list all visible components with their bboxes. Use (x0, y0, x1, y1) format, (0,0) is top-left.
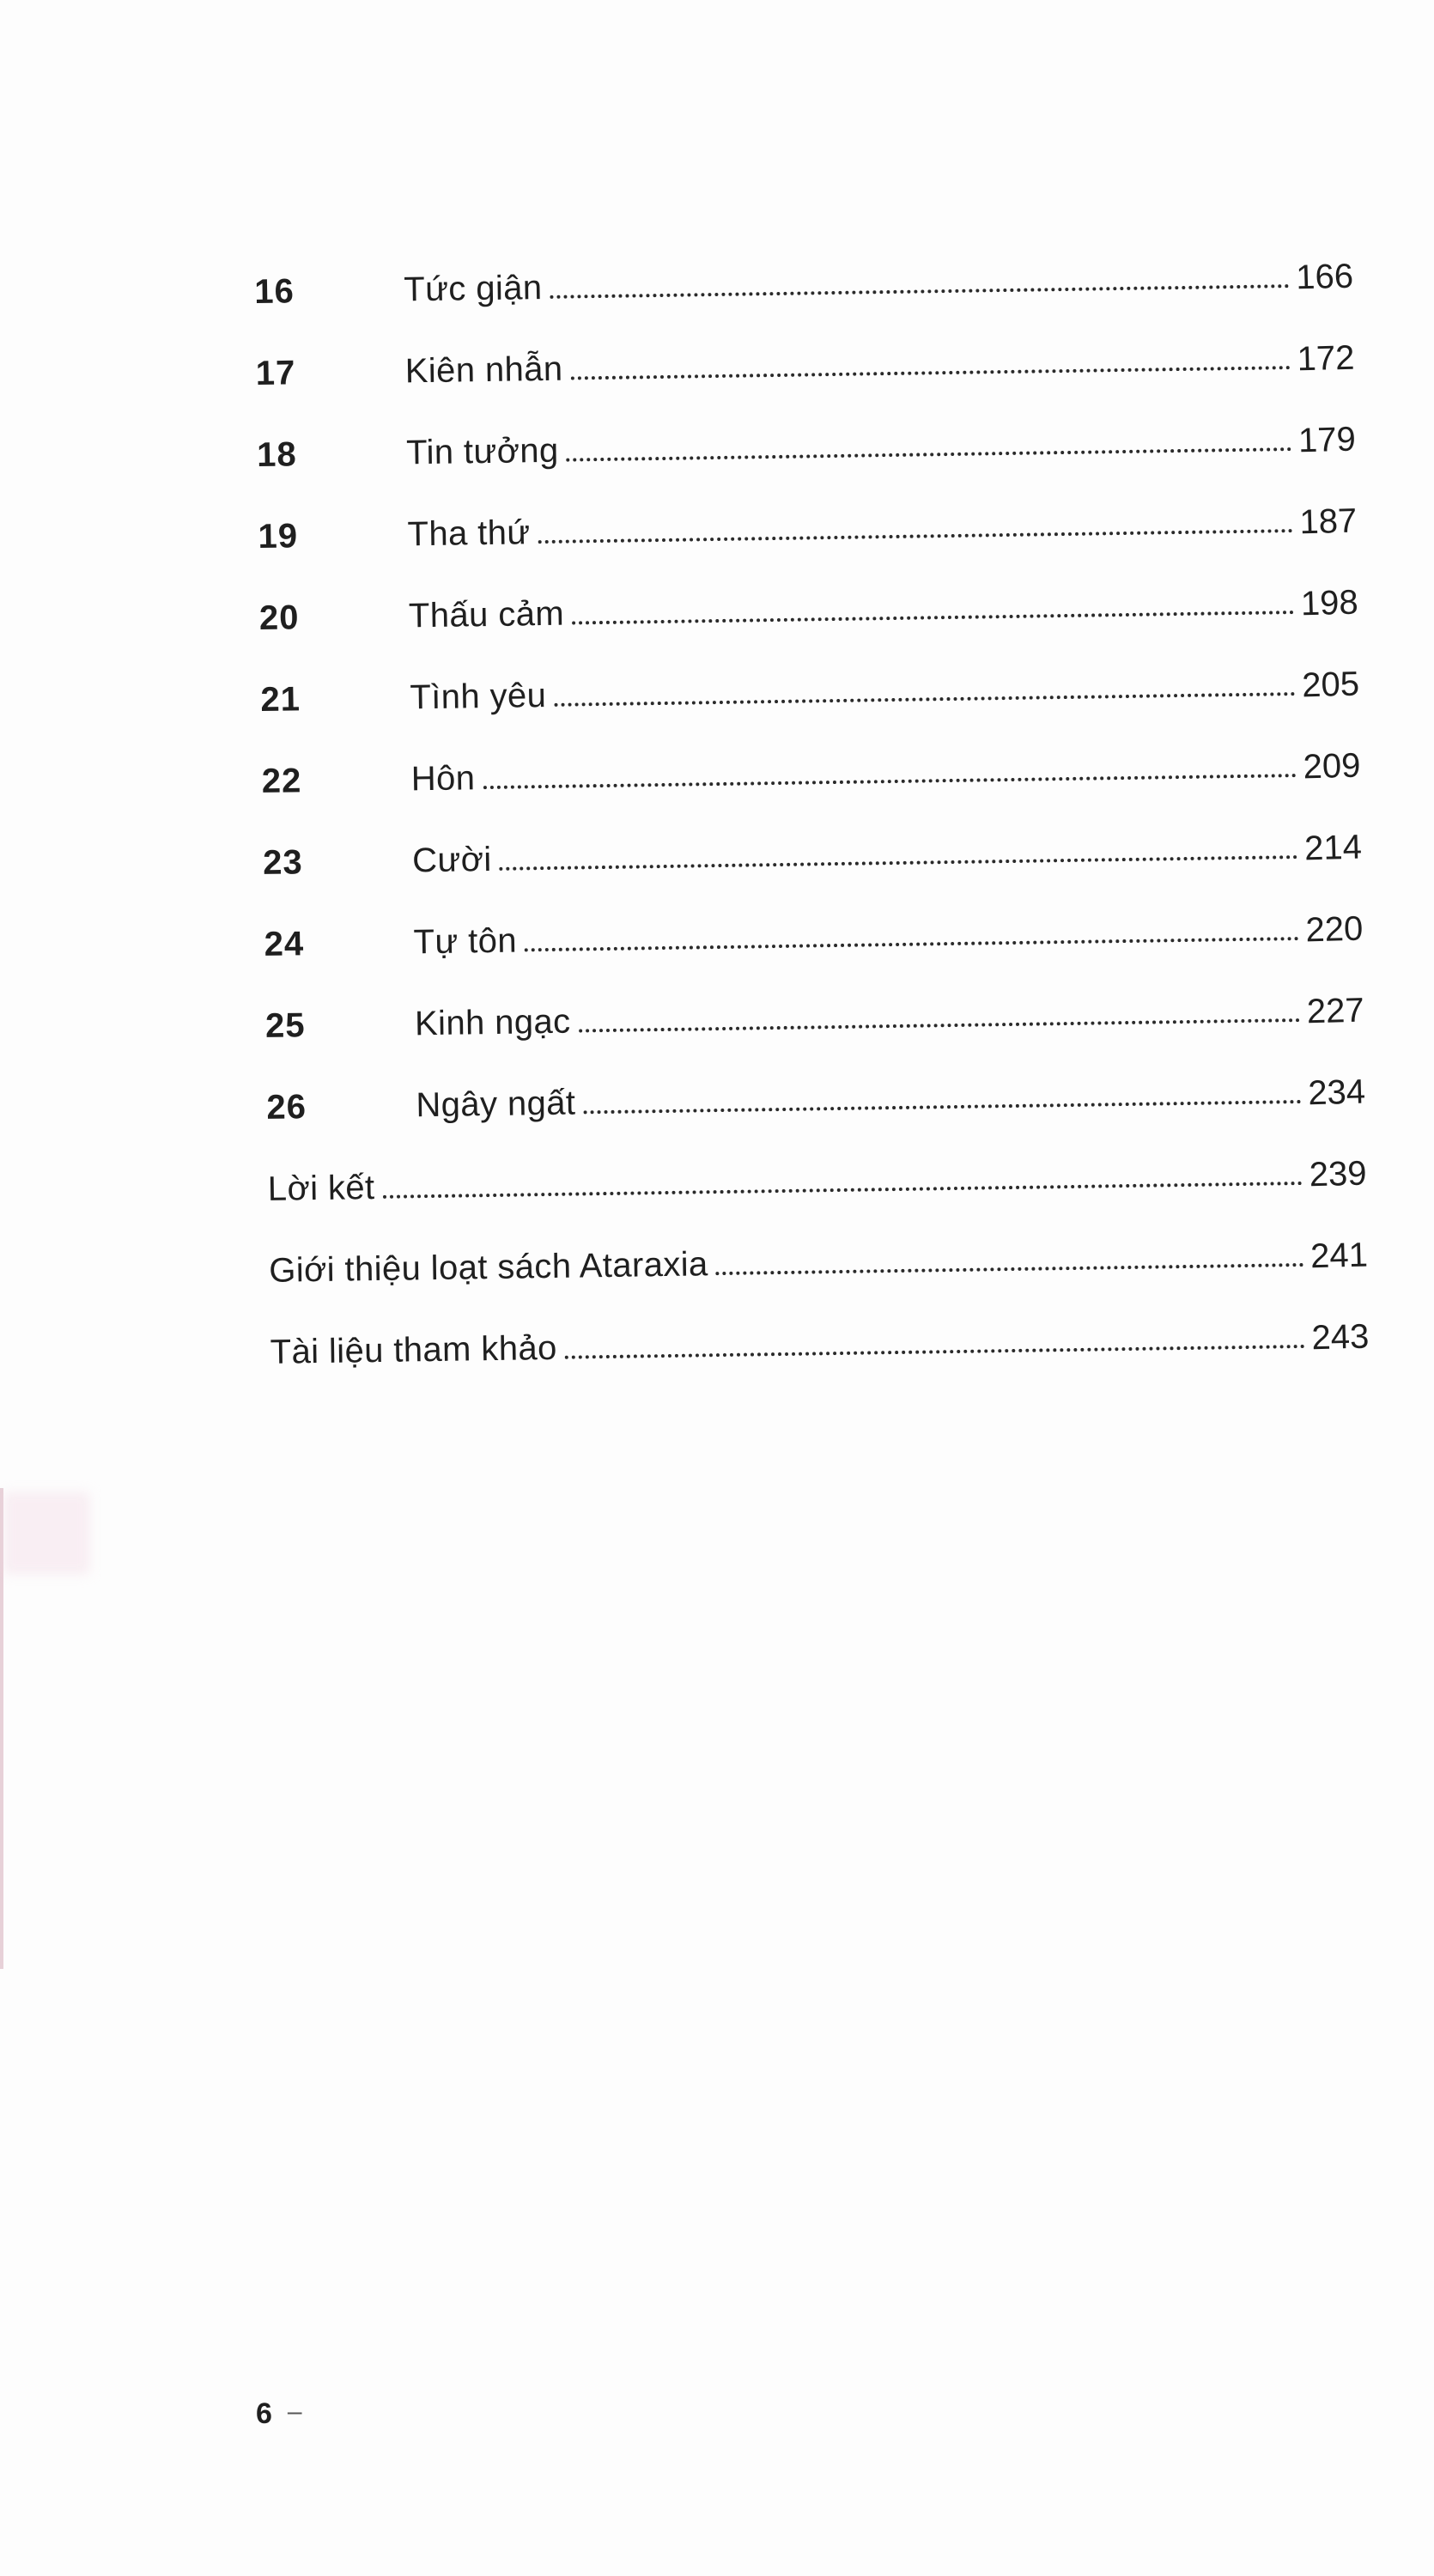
section-page-ref: 239 (1309, 1154, 1368, 1194)
chapter-number: 18 (256, 435, 297, 474)
dot-leader (583, 1100, 1301, 1114)
toc-row (266, 1071, 1366, 1128)
chapter-title: Tự tôn (413, 921, 518, 962)
dot-leader (550, 284, 1290, 299)
chapter-number: 22 (261, 762, 302, 800)
dot-leader (716, 1263, 1304, 1275)
chapter-number: 23 (262, 843, 304, 882)
chapter-title: Tha thứ (407, 513, 531, 554)
section-title: Giới thiệu loạt sách Ataraxia (268, 1245, 708, 1290)
chapter-page-ref: 179 (1297, 420, 1357, 460)
dot-leader (483, 774, 1297, 789)
page-footer (256, 2396, 302, 2432)
section-page-ref: 243 (1311, 1317, 1370, 1358)
dot-leader (554, 692, 1295, 707)
chapter-title: Tức giận (404, 269, 543, 309)
chapter-number: 25 (264, 1006, 306, 1045)
chapter-page-ref: 198 (1300, 583, 1359, 623)
toc-row-references (270, 1315, 1370, 1373)
chapter-title: Tin tưởng (405, 431, 559, 472)
chapter-title: Kiên nhẫn (404, 349, 563, 391)
toc-row (265, 989, 1365, 1047)
chapter-page-ref: 214 (1303, 828, 1363, 868)
dot-leader (538, 529, 1293, 544)
chapter-title: Tình yêu (410, 677, 547, 717)
toc-row (260, 663, 1360, 720)
section-title: Tài liệu tham khảo (270, 1328, 558, 1371)
chapter-page-ref: 220 (1305, 909, 1364, 950)
chapter-title: Ngây ngất (416, 1084, 576, 1125)
toc-row (254, 255, 1354, 313)
dot-leader (525, 937, 1299, 951)
chapter-number: 26 (266, 1088, 307, 1127)
chapter-page-ref: 166 (1295, 257, 1354, 297)
chapter-number: 16 (254, 272, 295, 311)
toc-row (264, 908, 1364, 965)
toc-row (261, 744, 1361, 802)
toc-row-series-intro (269, 1234, 1369, 1291)
chapter-number: 17 (255, 354, 296, 392)
chapter-page-ref: 227 (1306, 991, 1365, 1031)
toc-row (259, 581, 1359, 639)
chapter-page-ref: 234 (1307, 1072, 1366, 1113)
toc-row-epilogue (268, 1152, 1368, 1210)
chapter-title: Cười (411, 840, 492, 880)
scan-smudge-artifact (3, 1492, 89, 1574)
dot-leader (571, 366, 1291, 380)
chapter-page-ref: 209 (1303, 746, 1362, 787)
toc-row (258, 500, 1358, 557)
chapter-number: 20 (258, 598, 300, 637)
dot-leader (500, 855, 1298, 871)
table-of-contents (254, 255, 1370, 1413)
dot-leader (579, 1018, 1301, 1032)
toc-row (257, 418, 1357, 476)
dot-leader (565, 1345, 1305, 1359)
dot-leader (383, 1182, 1303, 1199)
chapter-title: Hôn (410, 759, 476, 799)
chapter-page-ref: 187 (1299, 501, 1358, 542)
section-title: Lời kết (267, 1169, 375, 1208)
chapter-page-ref: 205 (1301, 665, 1360, 705)
toc-row (263, 826, 1363, 884)
section-page-ref: 241 (1309, 1236, 1369, 1276)
dot-leader (572, 611, 1294, 624)
chapter-title: Thấu cảm (408, 594, 565, 635)
chapter-number: 24 (264, 925, 305, 963)
folio-page-number: 6 (256, 2397, 272, 2430)
dot-leader (567, 447, 1292, 462)
folio-dash: – (287, 2397, 302, 2426)
chapter-number: 19 (258, 517, 299, 556)
toc-row (255, 337, 1355, 394)
chapter-page-ref: 172 (1297, 338, 1356, 379)
chapter-number: 21 (260, 680, 301, 719)
chapter-title: Kinh ngạc (414, 1002, 571, 1043)
